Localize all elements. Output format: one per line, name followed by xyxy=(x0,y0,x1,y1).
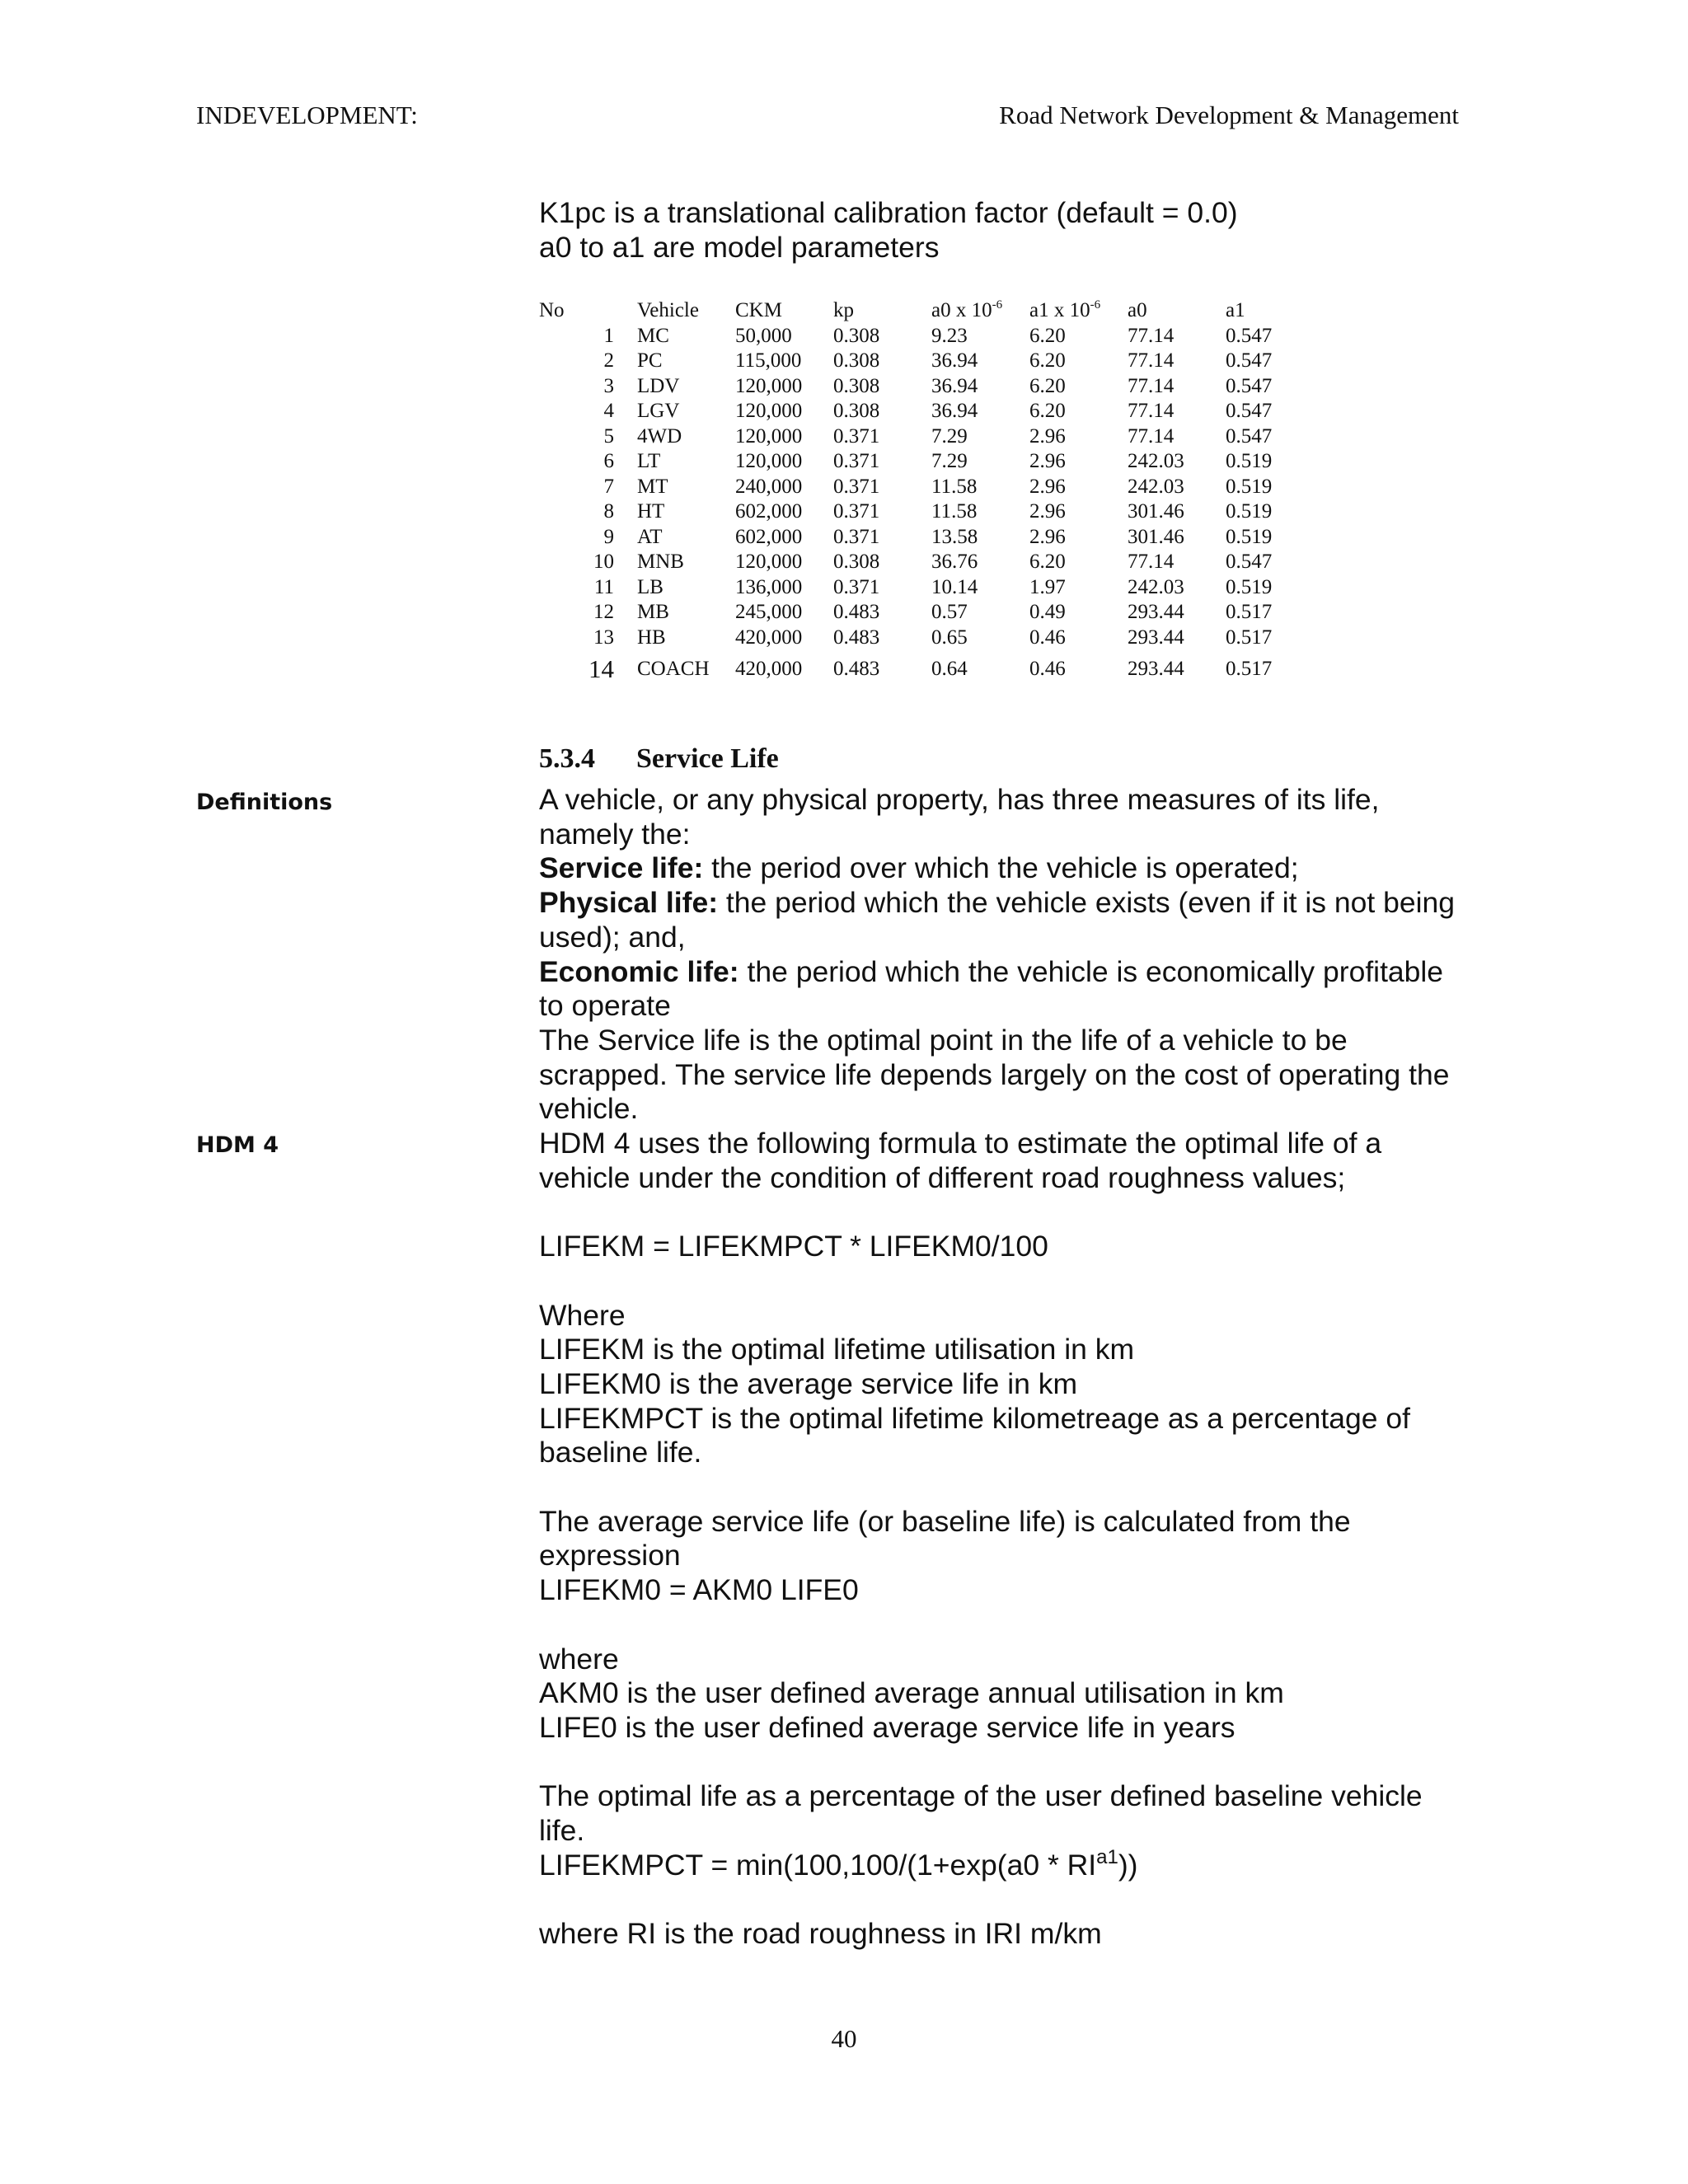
col-header-no: No xyxy=(539,299,565,321)
table-cell-no: 7 xyxy=(603,475,614,498)
table-cell-vehicle: MB xyxy=(637,601,669,623)
text-line: A vehicle, or any physical property, has three measures of its life, xyxy=(539,783,1380,816)
table-cell-a0: 77.14 xyxy=(1128,324,1175,347)
table-cell-a0x: 10.14 xyxy=(931,575,978,598)
table-cell-kp: 0.308 xyxy=(833,374,880,397)
section-heading xyxy=(539,742,779,776)
table-cell-no: 6 xyxy=(603,450,614,472)
table-cell-a0: 242.03 xyxy=(1128,575,1184,598)
table-cell-no: 1 xyxy=(603,324,614,347)
table-cell-no: 4 xyxy=(603,400,614,422)
table-cell-no: 10 xyxy=(593,551,614,573)
table-row xyxy=(539,550,1292,575)
table-row xyxy=(539,650,1292,682)
table-cell-no: 13 xyxy=(593,626,614,649)
table-row xyxy=(539,600,1292,626)
intro-text xyxy=(539,196,1503,265)
definition-economic-life: Economic life: the period which the vehicle is economically profitable xyxy=(539,954,1444,988)
table-cell-no: 3 xyxy=(603,374,614,397)
table-cell-vehicle: COACH xyxy=(637,657,710,680)
text-line: AKM0 is the user defined average annual utilisation in km xyxy=(539,1676,1284,1710)
table-cell-a0x: 0.64 xyxy=(931,657,968,680)
table-cell-a0x: 13.58 xyxy=(931,525,978,548)
table-cell-vehicle: MNB xyxy=(637,551,684,573)
text-line: LIFEKMPCT is the optimal lifetime kilometreage as a percentage of xyxy=(539,1401,1410,1435)
col-header-a0-scaled: a0 x $10^{-6}$ xyxy=(931,298,1003,321)
page-number: 40 xyxy=(831,2024,857,2053)
table-cell-a0x: 36.76 xyxy=(931,551,978,573)
table-cell-a0: 77.14 xyxy=(1128,424,1175,448)
table-cell-ckm: 245,000 xyxy=(735,601,803,623)
table-cell-kp: 0.371 xyxy=(833,575,880,598)
table-cell-a0: 77.14 xyxy=(1128,374,1175,397)
text-line: where xyxy=(539,1642,619,1675)
table-cell-kp: 0.483 xyxy=(833,601,880,623)
table-cell-a1x: 6.20 xyxy=(1029,400,1066,422)
table-cell-a1: 0.519 xyxy=(1226,450,1273,472)
text-line: used); and, xyxy=(539,920,686,954)
table-row xyxy=(539,349,1292,374)
table-cell-a0: 293.44 xyxy=(1128,601,1184,623)
table-cell-a0x: 7.29 xyxy=(931,424,968,448)
table-cell-ckm: 602,000 xyxy=(735,525,803,548)
table-row xyxy=(539,525,1292,551)
table-row xyxy=(539,399,1292,424)
table-cell-no: 5 xyxy=(603,424,614,448)
table-cell-a0x: 11.58 xyxy=(931,475,978,498)
formula-lifekmpct: LIFEKMPCT = $\min(100,100/(1+\exp(a0 * RI^{a1}))$ xyxy=(539,1845,1138,1882)
table-row xyxy=(539,449,1292,475)
table-cell-no: 12 xyxy=(593,601,614,623)
section-title: Service Life xyxy=(636,743,779,774)
table-cell-ckm: 136,000 xyxy=(735,575,803,598)
table-cell-a0x: 9.23 xyxy=(931,324,968,347)
text-line: The optimal life as a percentage of the user defined baseline vehicle xyxy=(539,1779,1423,1813)
table-cell-kp: 0.371 xyxy=(833,500,880,523)
vehicle-parameters-table xyxy=(539,298,1292,682)
table-cell-a1: 0.547 xyxy=(1226,324,1273,347)
table-cell-a1x: 2.96 xyxy=(1029,500,1066,523)
table-cell-a0x: 7.29 xyxy=(931,450,968,472)
table-cell-vehicle: LGV xyxy=(637,400,680,422)
table-cell-vehicle: 4WD xyxy=(637,424,682,448)
text-line: life. xyxy=(539,1814,585,1848)
table-cell-a1x: 1.97 xyxy=(1029,575,1066,598)
table-cell-a1: 0.517 xyxy=(1226,626,1273,649)
table-cell-a1: 0.547 xyxy=(1226,349,1273,372)
table-cell-kp: 0.308 xyxy=(833,551,880,573)
intro-line: a0 to a1 are model parameters xyxy=(539,230,940,264)
text-line: vehicle under the condition of different road roughness values; xyxy=(539,1160,1346,1194)
text-line: baseline life. xyxy=(539,1436,702,1469)
table-row xyxy=(539,424,1292,450)
table-cell-no: 14 xyxy=(588,654,614,683)
table-cell-a0: 77.14 xyxy=(1128,349,1175,372)
table-cell-a1x: 6.20 xyxy=(1029,324,1066,347)
text-line: namely the: xyxy=(539,817,691,851)
table-cell-a1: 0.519 xyxy=(1226,525,1273,548)
table-row xyxy=(539,475,1292,500)
table-cell-a1x: 2.96 xyxy=(1029,450,1066,472)
running-header-left: INDEVELOPMENT: xyxy=(196,101,418,129)
table-cell-vehicle: LB xyxy=(637,575,663,598)
table-cell-ckm: 115,000 xyxy=(735,349,802,372)
text-line: LIFE0 is the user defined average service life in years xyxy=(539,1710,1236,1744)
table-cell-vehicle: HB xyxy=(637,626,666,649)
section-body xyxy=(539,783,1503,1952)
table-cell-a0x: 36.94 xyxy=(931,374,978,397)
text-line: to operate xyxy=(539,989,671,1023)
text-line: expression xyxy=(539,1539,681,1572)
table-cell-a1x: 6.20 xyxy=(1029,551,1066,573)
table-cell-ckm: 420,000 xyxy=(735,626,803,649)
table-cell-kp: 0.483 xyxy=(833,626,880,649)
table-cell-ckm: 120,000 xyxy=(735,424,803,448)
table-cell-no: 2 xyxy=(603,349,614,372)
table-cell-a0x: 11.58 xyxy=(931,500,978,523)
table-cell-a1: 0.519 xyxy=(1226,500,1273,523)
table-cell-a0: 293.44 xyxy=(1128,626,1184,649)
table-cell-kp: 0.371 xyxy=(833,424,880,448)
text-line: Where xyxy=(539,1298,626,1332)
table-cell-kp: 0.308 xyxy=(833,349,880,372)
table-cell-vehicle: LT xyxy=(637,450,661,472)
table-cell-a0: 242.03 xyxy=(1128,450,1184,472)
table-row xyxy=(539,324,1292,349)
table-cell-kp: 0.371 xyxy=(833,475,880,498)
table-cell-a0: 293.44 xyxy=(1128,657,1184,680)
table-row xyxy=(539,374,1292,400)
table-cell-ckm: 602,000 xyxy=(735,500,803,523)
text-line: The average service life (or baseline life) is calculated from the xyxy=(539,1504,1351,1538)
margin-label-hdm4: HDM 4 xyxy=(196,1132,279,1158)
table-cell-ckm: 240,000 xyxy=(735,475,803,498)
table-cell-ckm: 120,000 xyxy=(735,374,803,397)
text-line: vehicle. xyxy=(539,1092,639,1126)
table-cell-ckm: 50,000 xyxy=(735,324,792,347)
definition-physical-life: Physical life: the period which the vehicle exists (even if it is not being xyxy=(539,886,1455,920)
table-cell-a1: 0.519 xyxy=(1226,575,1273,598)
table-cell-a1x: 6.20 xyxy=(1029,374,1066,397)
table-cell-vehicle: HT xyxy=(637,500,665,523)
table-cell-ckm: 420,000 xyxy=(735,657,803,680)
formula-lifekm: LIFEKM = LIFEKMPCT * LIFEKM0/100 xyxy=(539,1230,1048,1263)
table-cell-vehicle: AT xyxy=(637,525,663,548)
text-line: scrapped. The service life depends largely on the cost of operating the xyxy=(539,1057,1450,1091)
table-cell-no: 8 xyxy=(603,500,614,523)
table-row xyxy=(539,499,1292,525)
table-row xyxy=(539,626,1292,651)
table-cell-kp: 0.371 xyxy=(833,450,880,472)
table-cell-a1x: 0.46 xyxy=(1029,657,1066,680)
section-number: 5.3.4 xyxy=(539,743,595,774)
table-cell-a1x: 2.96 xyxy=(1029,424,1066,448)
table-cell-a0: 77.14 xyxy=(1128,551,1175,573)
text-line: LIFEKM0 is the average service life in km xyxy=(539,1366,1078,1400)
table-cell-a1: 0.519 xyxy=(1226,475,1273,498)
table-cell-a1x: 2.96 xyxy=(1029,475,1066,498)
table-row xyxy=(539,575,1292,601)
definition-service-life: Service life: the period over which the vehicle is operated; xyxy=(539,851,1299,885)
table-cell-a1: 0.517 xyxy=(1226,601,1273,623)
table-cell-a1x: 6.20 xyxy=(1029,349,1066,372)
table-cell-a0x: 36.94 xyxy=(931,349,978,372)
table-cell-kp: 0.308 xyxy=(833,400,880,422)
intro-line: K1pc is a translational calibration factor (default = 0.0) xyxy=(539,196,1238,229)
table-cell-vehicle: MC xyxy=(637,324,669,347)
table-cell-vehicle: PC xyxy=(637,349,663,372)
table-cell-a0: 77.14 xyxy=(1128,400,1175,422)
text-line: where RI is the road roughness in IRI m/km xyxy=(539,1917,1102,1951)
table-cell-vehicle: LDV xyxy=(637,374,680,397)
text-line: LIFEKM is the optimal lifetime utilisation in km xyxy=(539,1333,1135,1366)
table-cell-a1: 0.517 xyxy=(1226,657,1273,680)
col-header-kp: kp xyxy=(833,299,854,321)
text-line: HDM 4 uses the following formula to estimate the optimal life of a xyxy=(539,1127,1382,1160)
table-cell-no: 11 xyxy=(593,575,614,598)
table-cell-a0: 301.46 xyxy=(1128,525,1184,548)
table-cell-a0x: 36.94 xyxy=(931,400,978,422)
formula-lifekm0: LIFEKM0 = AKM0 LIFE0 xyxy=(539,1573,859,1607)
table-cell-a1x: 0.49 xyxy=(1029,601,1066,623)
table-cell-no: 9 xyxy=(603,525,614,548)
table-cell-a1: 0.547 xyxy=(1226,374,1273,397)
table-header-row xyxy=(539,298,1292,324)
table-cell-ckm: 120,000 xyxy=(735,551,803,573)
table-cell-a0: 301.46 xyxy=(1128,500,1184,523)
table-cell-a0: 242.03 xyxy=(1128,475,1184,498)
table-cell-a1: 0.547 xyxy=(1226,400,1273,422)
col-header-ckm: CKM xyxy=(735,299,782,321)
table-cell-ckm: 120,000 xyxy=(735,450,803,472)
table-cell-a1x: 2.96 xyxy=(1029,525,1066,548)
col-header-a1: a1 xyxy=(1226,299,1245,321)
text-line: The Service life is the optimal point in the life of a vehicle to be xyxy=(539,1023,1348,1057)
col-header-vehicle: Vehicle xyxy=(637,299,699,321)
table-cell-a1: 0.547 xyxy=(1226,551,1273,573)
table-cell-a1: 0.547 xyxy=(1226,424,1273,448)
margin-label-definitions: Definitions xyxy=(196,790,333,815)
running-header-right: Road Network Development & Management xyxy=(999,101,1459,129)
table-cell-kp: 0.483 xyxy=(833,657,880,680)
table-cell-kp: 0.371 xyxy=(833,525,880,548)
table-cell-a0x: 0.65 xyxy=(931,626,968,649)
col-header-a1-scaled: a1 x $10^{-6}$ xyxy=(1029,298,1101,321)
table-cell-ckm: 120,000 xyxy=(735,400,803,422)
table-cell-a0x: 0.57 xyxy=(931,601,968,623)
table-cell-kp: 0.308 xyxy=(833,324,880,347)
col-header-a0: a0 xyxy=(1128,299,1147,321)
table-cell-a1x: 0.46 xyxy=(1029,626,1066,649)
table-cell-vehicle: MT xyxy=(637,475,668,498)
